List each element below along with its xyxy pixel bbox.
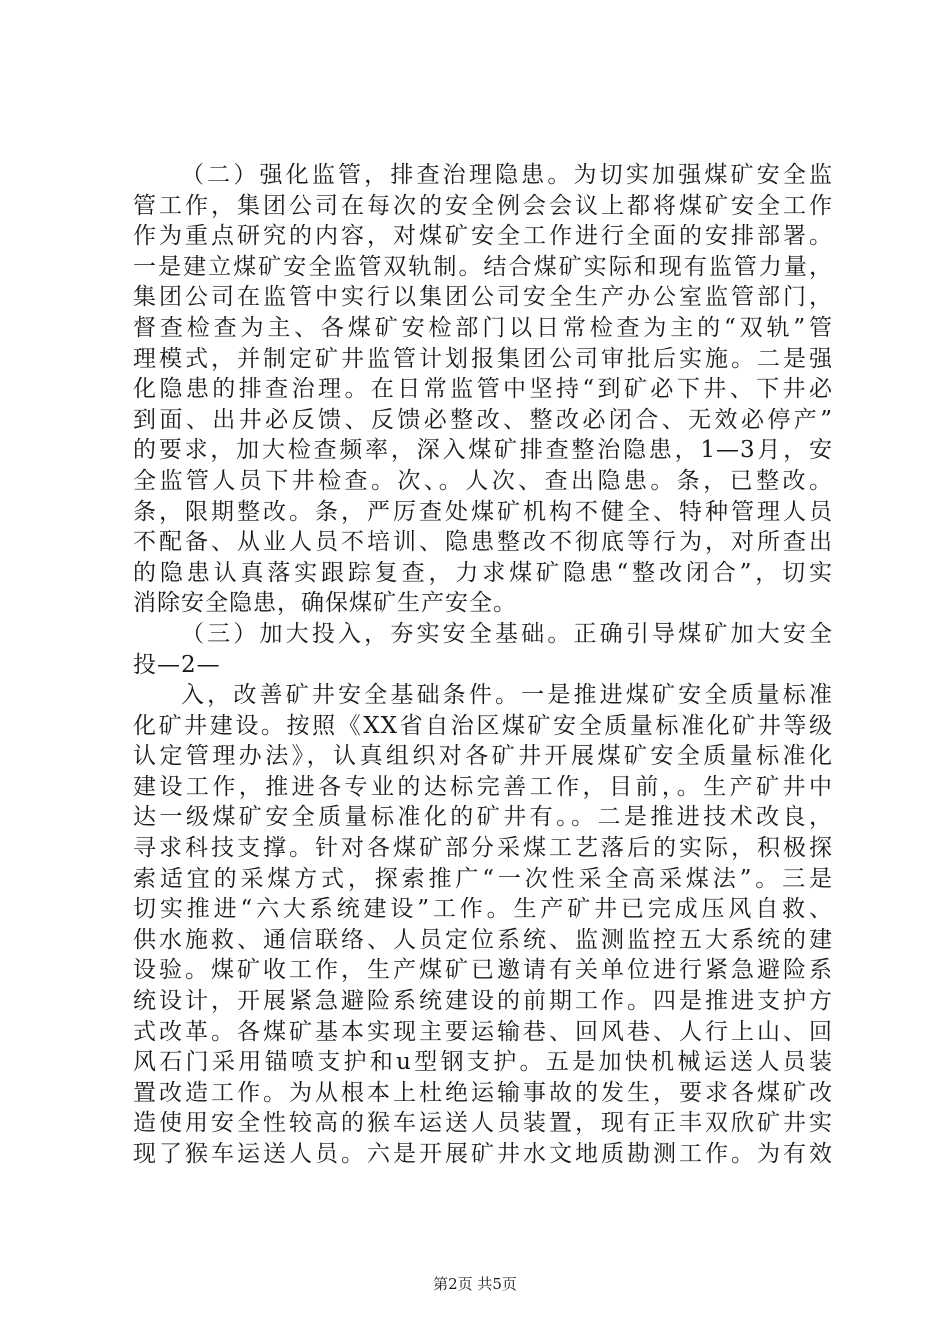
- text-line: 置改造工作。为从根本上杜绝运输事故的发生，要求各煤矿改: [133, 1079, 833, 1106]
- text-line: 式改革。各煤矿基本实现主要运输巷、回风巷、人行上山、回: [133, 1018, 833, 1045]
- text-line: 不配备、从业人员不培训、隐患整改不彻底等行为，对所查出: [133, 529, 833, 556]
- text-line: 一是建立煤矿安全监管双轨制。结合煤矿实际和现有监管力量，: [133, 253, 833, 280]
- text-line: 全监管人员下井检查。次、。人次、查出隐患。条，已整改。: [133, 467, 833, 494]
- text-line: 寻求科技支撑。针对各煤矿部分采煤工艺落后的实际，积极探: [133, 835, 833, 862]
- text-line: 建设工作，推进各专业的达标完善工作，目前，。生产矿井中: [133, 773, 833, 800]
- text-line: 管工作，集团公司在每次的安全例会会议上都将煤矿安全工作: [133, 192, 833, 219]
- text-line: 作为重点研究的内容，对煤矿安全工作进行全面的安排部署。: [133, 223, 833, 250]
- text-line: 入，改善矿井安全基础条件。一是推进煤矿安全质量标准: [181, 682, 833, 709]
- text-line: （二）强化监管，排查治理隐患。为切实加强煤矿安全监: [181, 162, 833, 188]
- text-line: 设验。煤矿收工作，生产煤矿已邀请有关单位进行紧急避险系: [133, 957, 833, 984]
- text-line: 条，限期整改。条，严厉查处煤矿机构不健全、特种管理人员: [133, 498, 833, 525]
- text-line: 供水施救、通信联络、人员定位系统、监测监控五大系统的建: [133, 926, 833, 953]
- text-line: 风石门采用锚喷支护和u型钢支护。五是加快机械运送人员装: [133, 1049, 833, 1076]
- text-line: 到面、出井必反馈、反馈必整改、整改必闭合、无效必停产”: [133, 406, 833, 433]
- text-line: 督查检查为主、各煤矿安检部门以日常检查为主的“双轨”管: [133, 314, 833, 341]
- text-line: 的要求，加大检查频率，深入煤矿排查整治隐患，1—3月，安: [133, 437, 833, 464]
- text-line: 达一级煤矿安全质量标准化的矿井有。。二是推进技术改良，: [133, 804, 833, 831]
- text-line: 集团公司在监管中实行以集团公司安全生产办公室监管部门，: [133, 284, 833, 311]
- text-line: 统设计，开展紧急避险系统建设的前期工作。四是推进支护方: [133, 988, 833, 1015]
- text-line: 切实推进“六大系统建设”工作。生产矿井已完成压风自救、: [133, 896, 833, 923]
- text-line: （三）加大投入，夯实安全基础。正确引导煤矿加大安全: [181, 620, 833, 647]
- text-line: 造使用安全性较高的猴车运送人员装置，现有正丰双欣矿井实: [133, 1110, 833, 1137]
- page-footer: 第2页 共5页: [433, 1275, 517, 1293]
- text-line: 理模式，并制定矿井监管计划报集团公司审批后实施。二是强: [133, 345, 833, 372]
- text-line: 索适宜的采煤方式，探索推广“一次性采全高采煤法”。三是: [133, 865, 833, 892]
- text-line: 现了猴车运送人员。六是开展矿井水文地质勘测工作。为有效: [133, 1141, 833, 1167]
- text-line: 消除安全隐患，确保煤矿生产安全。: [133, 590, 517, 617]
- text-line: 认定管理办法》，认真组织对各矿井开展煤矿安全质量标准化: [133, 743, 833, 770]
- body-text: [133, 160, 833, 1170]
- text-line: 投—2—: [133, 651, 221, 678]
- text-line: 的隐患认真落实跟踪复查，力求煤矿隐患“整改闭合”，切实: [133, 559, 833, 586]
- text-line: 化矿井建设。按照《XX省自治区煤矿安全质量标准化矿井等级: [133, 712, 833, 739]
- text-line: 化隐患的排查治理。在日常监管中坚持“到矿必下井、下井必: [133, 376, 833, 403]
